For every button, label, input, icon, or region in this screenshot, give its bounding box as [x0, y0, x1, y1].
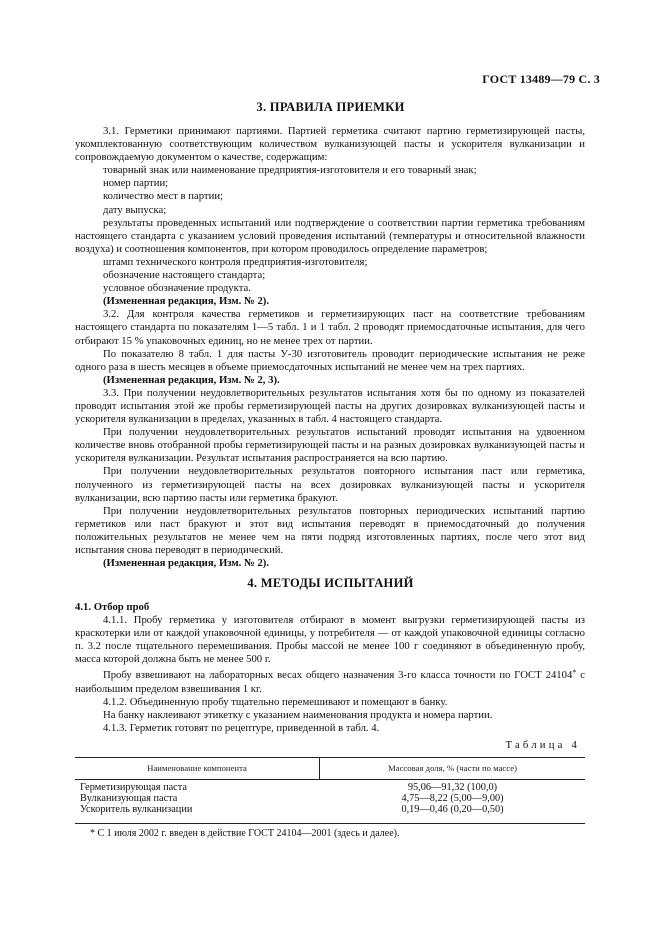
table-header-mass-fraction: Массовая доля, % (части по массе) — [388, 763, 517, 773]
paragraph: При получении неудовлетворительных результатов испытаний проводят испытания на удвоенном количестве вновь отобранной пробы герметизирующей пасты и на разных дозировках вулканизующей пасты и ускорителя вулканизации. Результат испытания распространяется на всю партию. — [75, 426, 585, 465]
paragraph: 4.1.2. Объединенную пробу тщательно перемешивают и помещают в банку. — [103, 695, 448, 708]
list-item: количество мест в партии; — [103, 190, 224, 203]
list-item: дату выпуска; — [103, 203, 167, 216]
section-3-title: 3. ПРАВИЛА ПРИЕМКИ — [256, 100, 405, 114]
table-header-rule — [75, 779, 585, 780]
table-cell: 0,19—0,46 (0,20—0,50) — [401, 803, 504, 815]
paragraph: 3.3. При получении неудовлетворительных результатов испытания хотя бы по одному из показателей проводят испытания этой же пробы герметизирующей пасты на других дозировках вулканизующей пасты и ускорителя вулканизации в пределах, указанных в табл. 4 настоящего стандарта. — [75, 386, 585, 426]
paragraph: При получении неудовлетворительных результатов повторных периодических испытаний партию герметиков или паст бракуют и этот вид испытания переводят в приемосдаточный до получения положительных результатов не менее чем на пяти подряд изготовленных партиях, после чего этот вид испытания снова переводят в периодический. — [75, 504, 585, 556]
list-item: результаты проведенных испытаний или подтверждение о соответствии партии герметика требованиям настоящего стандарта с указанием условий проведения испытаний (температуры и относительной влажности воздуха) и соотношения компонентов, при котором проводилось определение параметров; — [75, 216, 585, 255]
list-item: обозначение настоящего стандарта; — [103, 269, 266, 282]
paragraph: 4.1.3. Герметик готовят по рецептуре, приведенной в табл. 4. — [103, 721, 380, 734]
table-top-rule — [75, 757, 585, 758]
table-cell: 95,06—91,32 (100,0) — [407, 782, 498, 793]
subsection-title — [75, 601, 585, 614]
page-header: ГОСТ 13489—79 С. 3 — [482, 72, 600, 86]
section-3-body — [75, 125, 585, 570]
table-cell: Вулканизующая паста — [80, 792, 178, 804]
table-bottom-rule — [75, 823, 585, 824]
paragraph-text: Пробу взвешивают на лабораторных весах общего назначения 3-го класса точности по ГОСТ 24104 — [103, 669, 573, 682]
paragraph: 3.1. Герметики принимают партиями. Партией герметика считают партию герметизирующей пасты, укомплектованную соответствующим количеством вулканизующей пасты и ускорителя вулканизации и сопровождаемую документом о качестве, содержащим: — [75, 125, 585, 164]
list-item: товарный знак или наименование предприятия-изготовителя и его товарный знак; — [103, 164, 477, 177]
section-4-body — [75, 601, 585, 735]
footnote: * С 1 июля 2002 г. введен в действие ГОСТ 24104—2001 (здесь и далее). — [90, 828, 400, 839]
table-column-components — [80, 783, 192, 816]
table-header-component: Наименование компонента — [147, 763, 247, 773]
paragraph: 3.2. Для контроля качества герметиков и герметизирующих паст на соответствие требованиям настоящего стандарта по показателям 1—5 табл. 1 и 1 табл. 2 проводят приемосдаточные испытания, для чего отбирают 15 % упаковочных единиц, но не менее трех от партии. — [75, 308, 585, 347]
amendment-note: (Измененная редакция, Изм. № 2). — [103, 557, 270, 570]
list-item: номер партии; — [103, 177, 169, 190]
table-caption: Таблица 4 — [505, 739, 580, 751]
paragraph: 4.1.1. Пробу герметика у изготовителя отбирают в момент выгрузки герметизирующей пасты из краскотерки или от каждой упаковочной единицы, у потребителя — от каждой упаковочной единицы согласно п. 3.2 после тщательного перемешивания. Пробы массой не менее 100 г соединяют в объединенную пробу, масса которой должна быть не менее 500 г. — [75, 614, 585, 666]
table-cell: 4,75—8,22 (5,00—9,00) — [401, 792, 504, 804]
paragraph-text-cont: с наибольшим пределом взвешивания 1 кг. — [75, 669, 585, 695]
amendment-note: (Измененная редакция, Изм. № 2). — [103, 295, 270, 308]
paragraph: По показателю 8 табл. 1 для пасты У-30 изготовитель проводит периодические испытания не реже одного раза в шесть месяцев в объеме приемосдаточных испытаний не менее чем на трех партиях. — [75, 347, 585, 373]
paragraph — [75, 666, 585, 695]
footnote-marker: * — [572, 668, 577, 678]
paragraph: На банку наклеивают этикетку с указанием наименования продукта и номера партии. — [103, 708, 493, 721]
subsection-title-text: 4.1. Отбор проб — [75, 601, 150, 613]
table-cell: Ускоритель вулканизации — [80, 803, 193, 815]
table-column-values — [320, 783, 585, 816]
list-item: условное обозначение продукта. — [103, 282, 251, 295]
paragraph: При получении неудовлетворительных результатов повторного испытания паст или герметика, полученного из герметизирующей пасты на всех дозировках вулканизующей пасты и ускорителя вулканизации, всю партию пасты или герметика бракуют. — [75, 465, 585, 504]
section-4-title: 4. МЕТОДЫ ИСПЫТАНИЙ — [247, 576, 414, 590]
table-cell: Герметизирующая паста — [80, 782, 187, 793]
amendment-note: (Измененная редакция, Изм. № 2, 3). — [103, 373, 280, 386]
list-item: штамп технического контроля предприятия-изготовителя; — [103, 255, 368, 268]
